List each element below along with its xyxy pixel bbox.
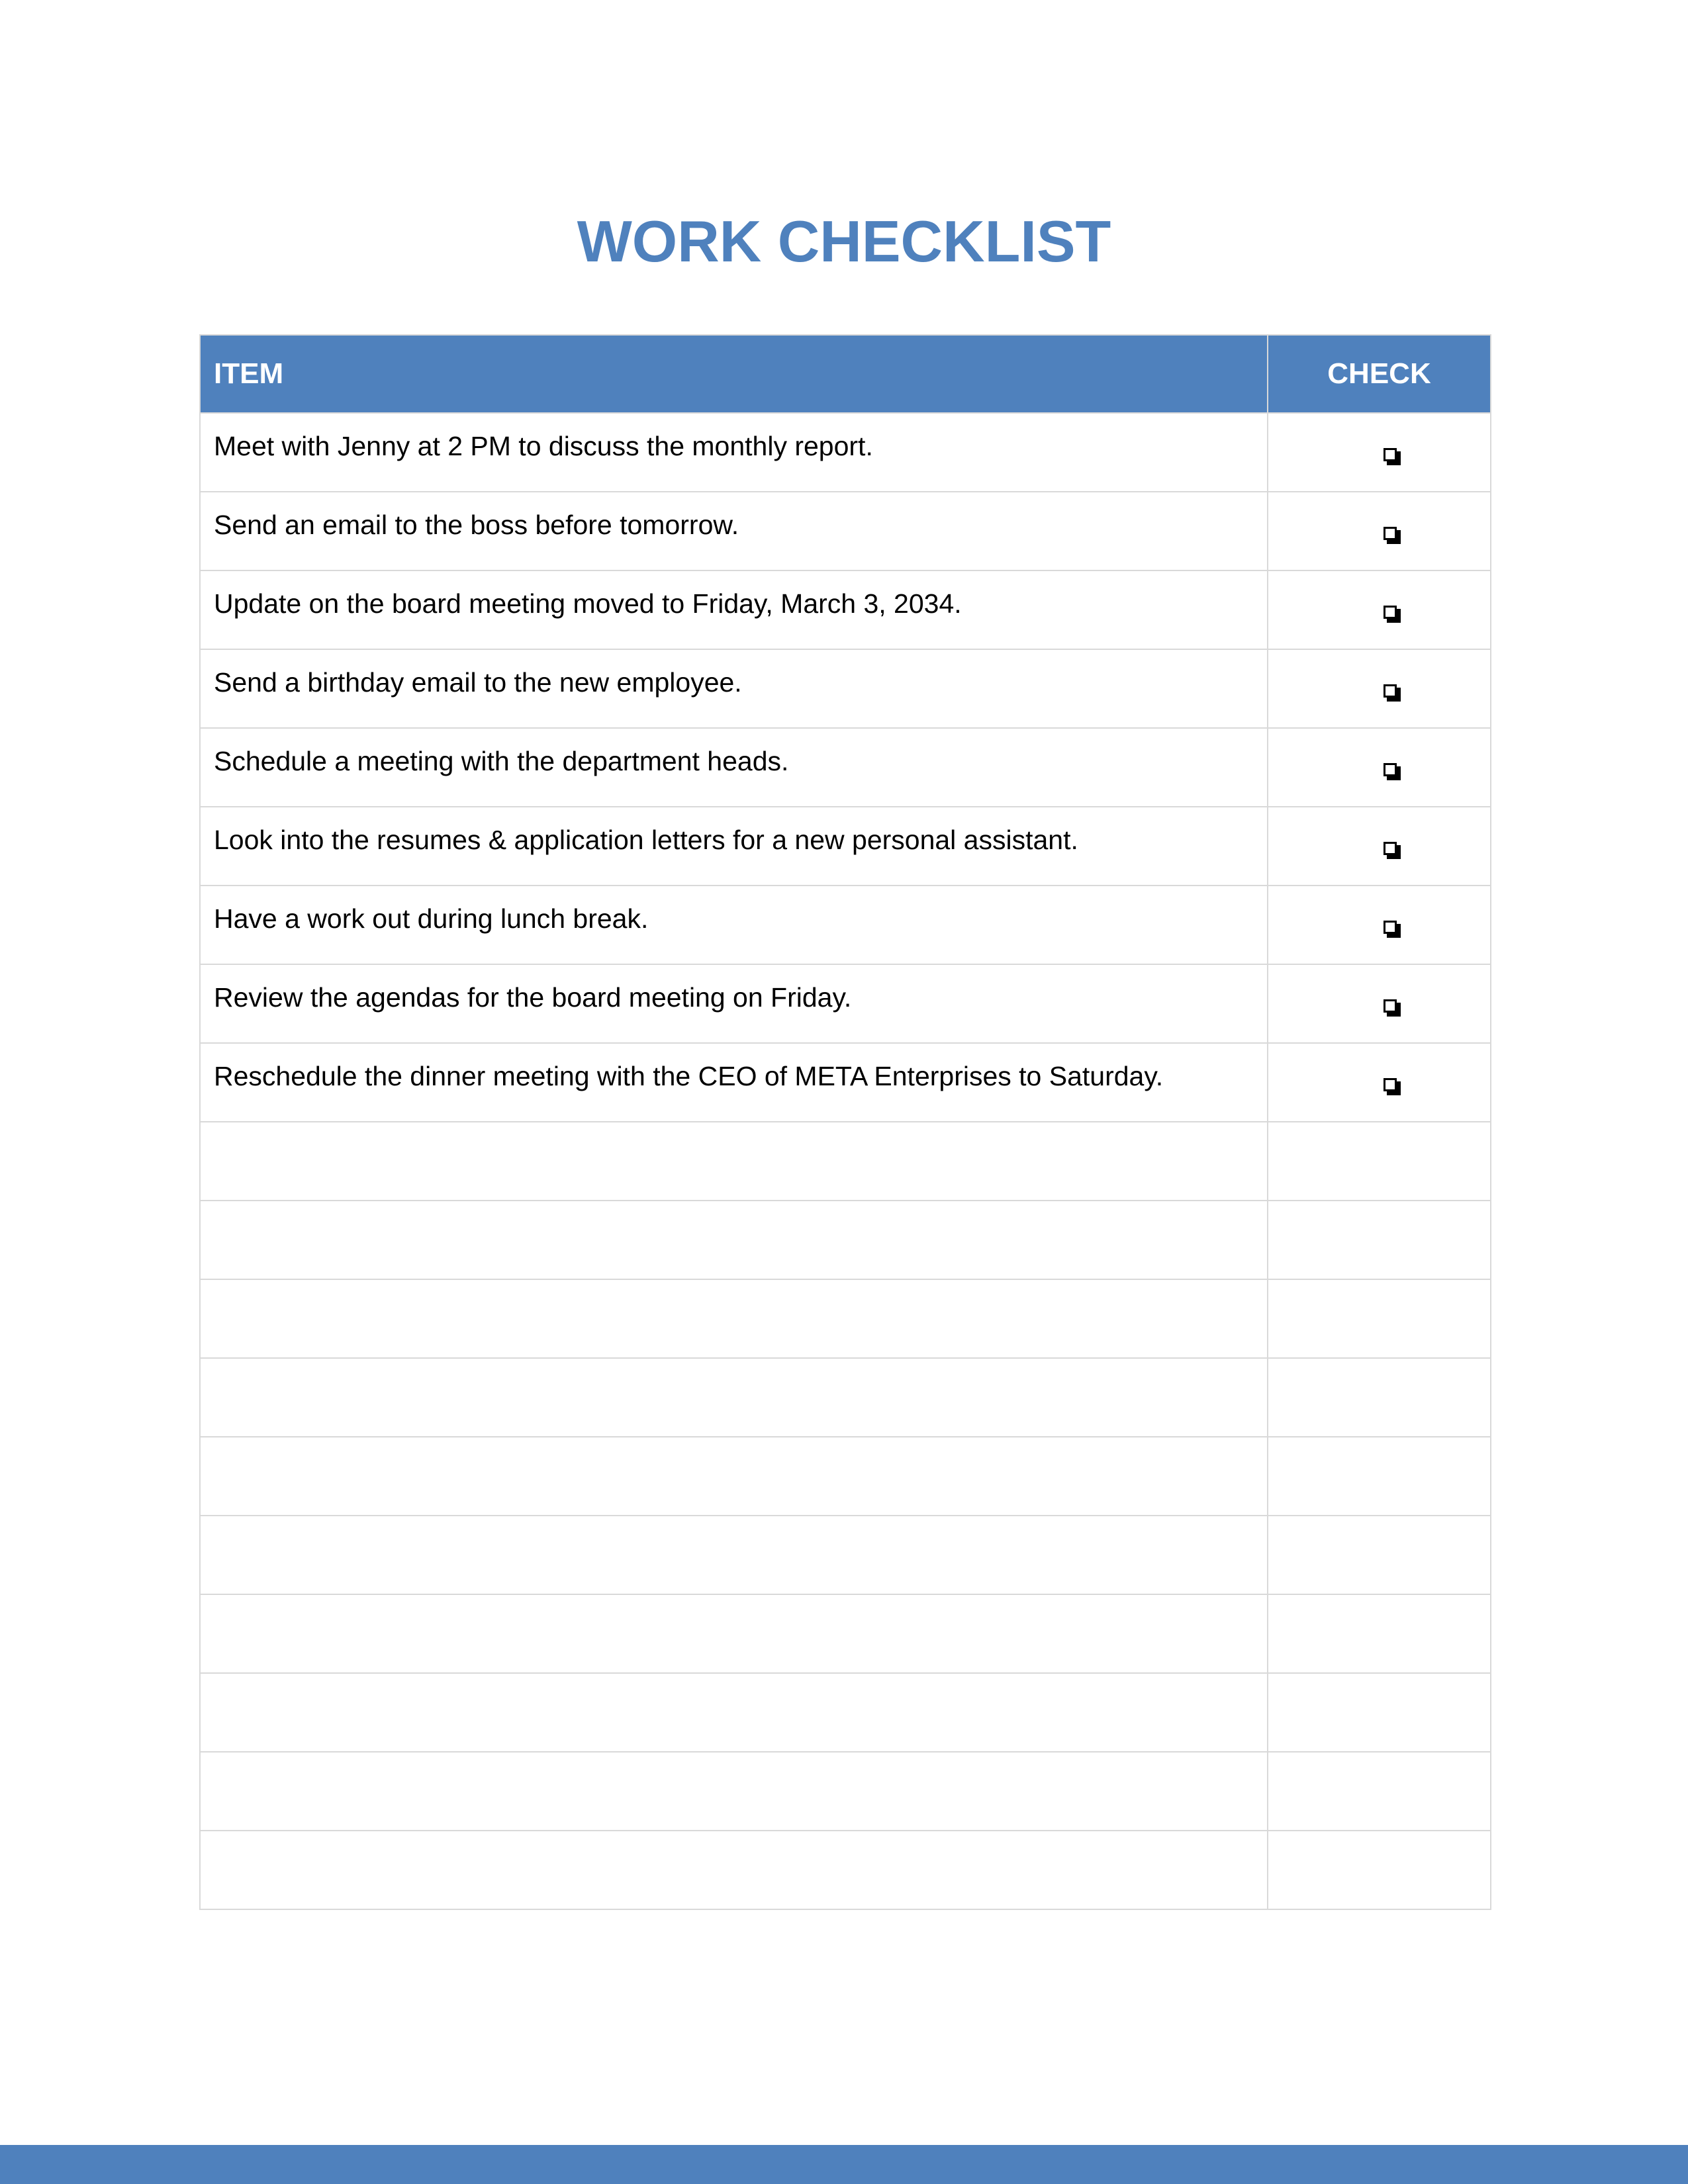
table-row	[200, 1673, 1491, 1752]
check-cell	[1268, 413, 1491, 492]
check-cell	[1268, 886, 1491, 964]
table-row	[200, 964, 1491, 1043]
check-cell	[1268, 1122, 1491, 1201]
check-cell	[1268, 1752, 1491, 1831]
checkbox-icon[interactable]	[1383, 527, 1401, 544]
item-column-header: ITEM	[200, 335, 1268, 413]
item-cell: Meet with Jenny at 2 PM to discuss the monthly report.	[200, 413, 1268, 492]
check-cell	[1268, 1279, 1491, 1358]
item-cell	[200, 1594, 1268, 1673]
item-cell	[200, 1752, 1268, 1831]
item-cell	[200, 1201, 1268, 1279]
checklist-table	[199, 334, 1491, 1910]
table-row	[200, 1043, 1491, 1122]
item-cell	[200, 1673, 1268, 1752]
check-cell	[1268, 492, 1491, 570]
table-row	[200, 1201, 1491, 1279]
table-row	[200, 570, 1491, 649]
checkbox-icon[interactable]	[1383, 684, 1401, 702]
item-cell: Send an email to the boss before tomorrow.	[200, 492, 1268, 570]
table-row	[200, 1516, 1491, 1594]
checkbox-icon[interactable]	[1383, 448, 1401, 465]
check-cell	[1268, 570, 1491, 649]
item-cell	[200, 1831, 1268, 1909]
item-cell: Schedule a meeting with the department heads.	[200, 728, 1268, 807]
page-title: WORK CHECKLIST	[577, 208, 1111, 274]
item-cell: Review the agendas for the board meeting on Friday.	[200, 964, 1268, 1043]
check-cell	[1268, 1437, 1491, 1516]
item-cell: Update on the board meeting moved to Friday, March 3, 2034.	[200, 570, 1268, 649]
table-row	[200, 886, 1491, 964]
checkbox-icon[interactable]	[1383, 763, 1401, 780]
item-cell: Send a birthday email to the new employee.	[200, 649, 1268, 728]
checkbox-icon[interactable]	[1383, 921, 1401, 938]
item-cell: Reschedule the dinner meeting with the CEO of META Enterprises to Saturday.	[200, 1043, 1268, 1122]
check-cell	[1268, 1831, 1491, 1909]
check-cell	[1268, 964, 1491, 1043]
item-cell	[200, 1516, 1268, 1594]
item-cell	[200, 1122, 1268, 1201]
table-row	[200, 649, 1491, 728]
table-header-row	[200, 335, 1491, 413]
table-row	[200, 728, 1491, 807]
table-row	[200, 1122, 1491, 1201]
item-cell	[200, 1437, 1268, 1516]
table-row	[200, 1831, 1491, 1909]
checklist-body	[200, 413, 1491, 1909]
check-column-header: CHECK	[1268, 335, 1491, 413]
check-cell	[1268, 807, 1491, 886]
item-cell	[200, 1358, 1268, 1437]
checkbox-icon[interactable]	[1383, 999, 1401, 1017]
item-cell: Look into the resumes & application letters for a new personal assistant.	[200, 807, 1268, 886]
checkbox-icon[interactable]	[1383, 1078, 1401, 1095]
check-cell	[1268, 1043, 1491, 1122]
check-cell	[1268, 1516, 1491, 1594]
table-row	[200, 807, 1491, 886]
check-cell	[1268, 1594, 1491, 1673]
footer-bar	[0, 2145, 1688, 2184]
item-cell: Have a work out during lunch break.	[200, 886, 1268, 964]
check-cell	[1268, 1201, 1491, 1279]
table-row	[200, 1752, 1491, 1831]
table-row	[200, 1437, 1491, 1516]
table-row	[200, 1279, 1491, 1358]
item-cell	[200, 1279, 1268, 1358]
check-cell	[1268, 649, 1491, 728]
table-row	[200, 1358, 1491, 1437]
table-row	[200, 1594, 1491, 1673]
table-row	[200, 492, 1491, 570]
checkbox-icon[interactable]	[1383, 842, 1401, 859]
check-cell	[1268, 1358, 1491, 1437]
table-row	[200, 413, 1491, 492]
checkbox-icon[interactable]	[1383, 606, 1401, 623]
check-cell	[1268, 1673, 1491, 1752]
check-cell	[1268, 728, 1491, 807]
